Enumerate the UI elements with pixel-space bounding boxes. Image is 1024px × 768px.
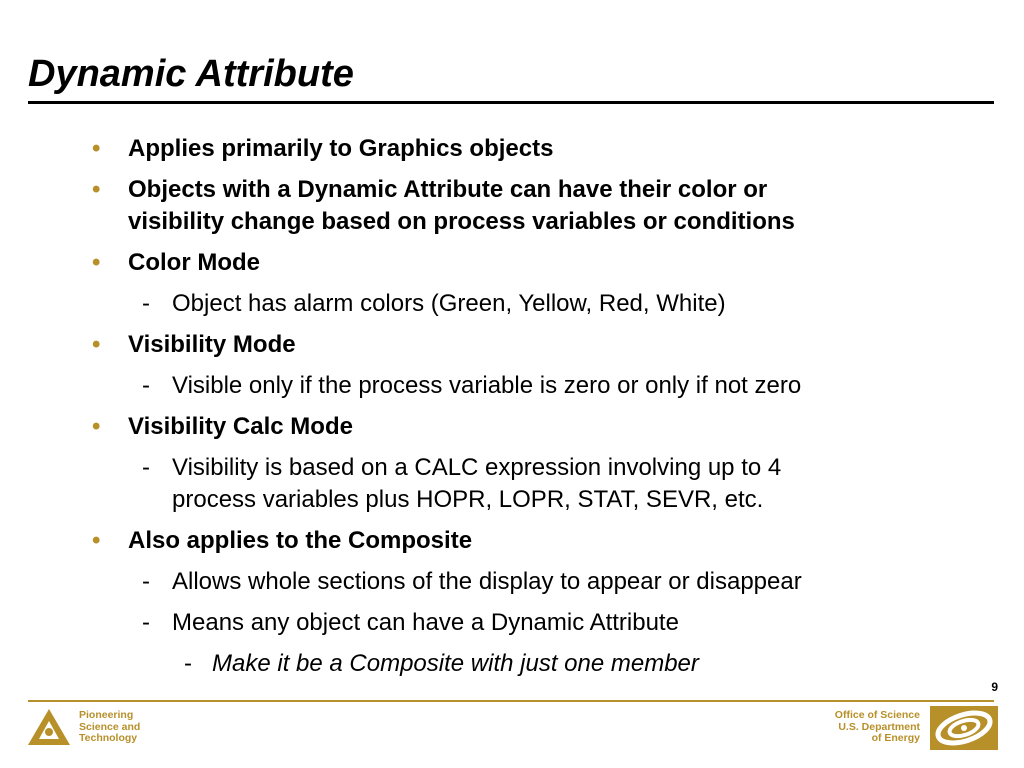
footer-left-text bbox=[79, 710, 140, 745]
bullet-marker: • bbox=[92, 413, 101, 440]
dash-marker: - bbox=[142, 372, 150, 399]
bullet-text: Also applies to the Composite bbox=[128, 527, 473, 554]
bullet-marker: • bbox=[92, 527, 101, 554]
dash-marker: - bbox=[142, 290, 150, 317]
footer-right-line: Office of Science bbox=[834, 709, 920, 721]
bullet-text: Visibility Calc Mode bbox=[128, 413, 353, 440]
dash-marker: - bbox=[184, 650, 192, 677]
sub-bullet-text: Means any object can have a Dynamic Attribute bbox=[172, 609, 679, 636]
bullet-marker: • bbox=[92, 249, 101, 276]
sub-bullet-text: Allows whole sections of the display to appear or disappear bbox=[172, 568, 802, 595]
footer-left-line: Pioneering bbox=[79, 709, 134, 721]
sub-bullet-text: Object has alarm colors (Green, Yellow, Red, White) bbox=[172, 290, 726, 317]
sub-bullet-text: Visibility is based on a CALC expression involving up to 4 bbox=[172, 454, 782, 481]
footer-left-line: Science and bbox=[79, 720, 141, 733]
footer-divider bbox=[28, 700, 994, 702]
slide-title: Dynamic Attribute bbox=[28, 53, 354, 95]
dash-marker: - bbox=[142, 568, 150, 595]
footer-right-line: U.S. Department bbox=[838, 720, 920, 733]
footer-right-line: of Energy bbox=[871, 732, 920, 744]
bullet-text: visibility change based on process variables or conditions bbox=[128, 208, 795, 235]
bullet-marker: • bbox=[92, 331, 101, 358]
bullet-text: Applies primarily to Graphics objects bbox=[128, 135, 554, 162]
doe-office-of-science-icon bbox=[930, 706, 998, 755]
sub-bullet-text: process variables plus HOPR, LOPR, STAT, SEVR, etc. bbox=[172, 486, 764, 513]
bullet-marker: • bbox=[92, 135, 101, 162]
bullet-text: Color Mode bbox=[128, 249, 260, 276]
dash-marker: - bbox=[142, 454, 150, 481]
bullet-text: Visibility Mode bbox=[128, 331, 296, 358]
bullet-text: Objects with a Dynamic Attribute can have their color or bbox=[128, 176, 768, 203]
page-number: 9 bbox=[991, 680, 998, 694]
sub-sub-bullet-text: Make it be a Composite with just one member bbox=[212, 650, 699, 677]
dash-marker: - bbox=[142, 609, 150, 636]
argonne-triangle-icon bbox=[26, 707, 72, 752]
bullet-marker: • bbox=[92, 176, 101, 203]
footer-left-line: Technology bbox=[79, 732, 138, 744]
footer-right-text bbox=[835, 710, 920, 745]
title-underline bbox=[28, 101, 994, 104]
sub-bullet-text: Visible only if the process variable is zero or only if not zero bbox=[172, 372, 802, 399]
